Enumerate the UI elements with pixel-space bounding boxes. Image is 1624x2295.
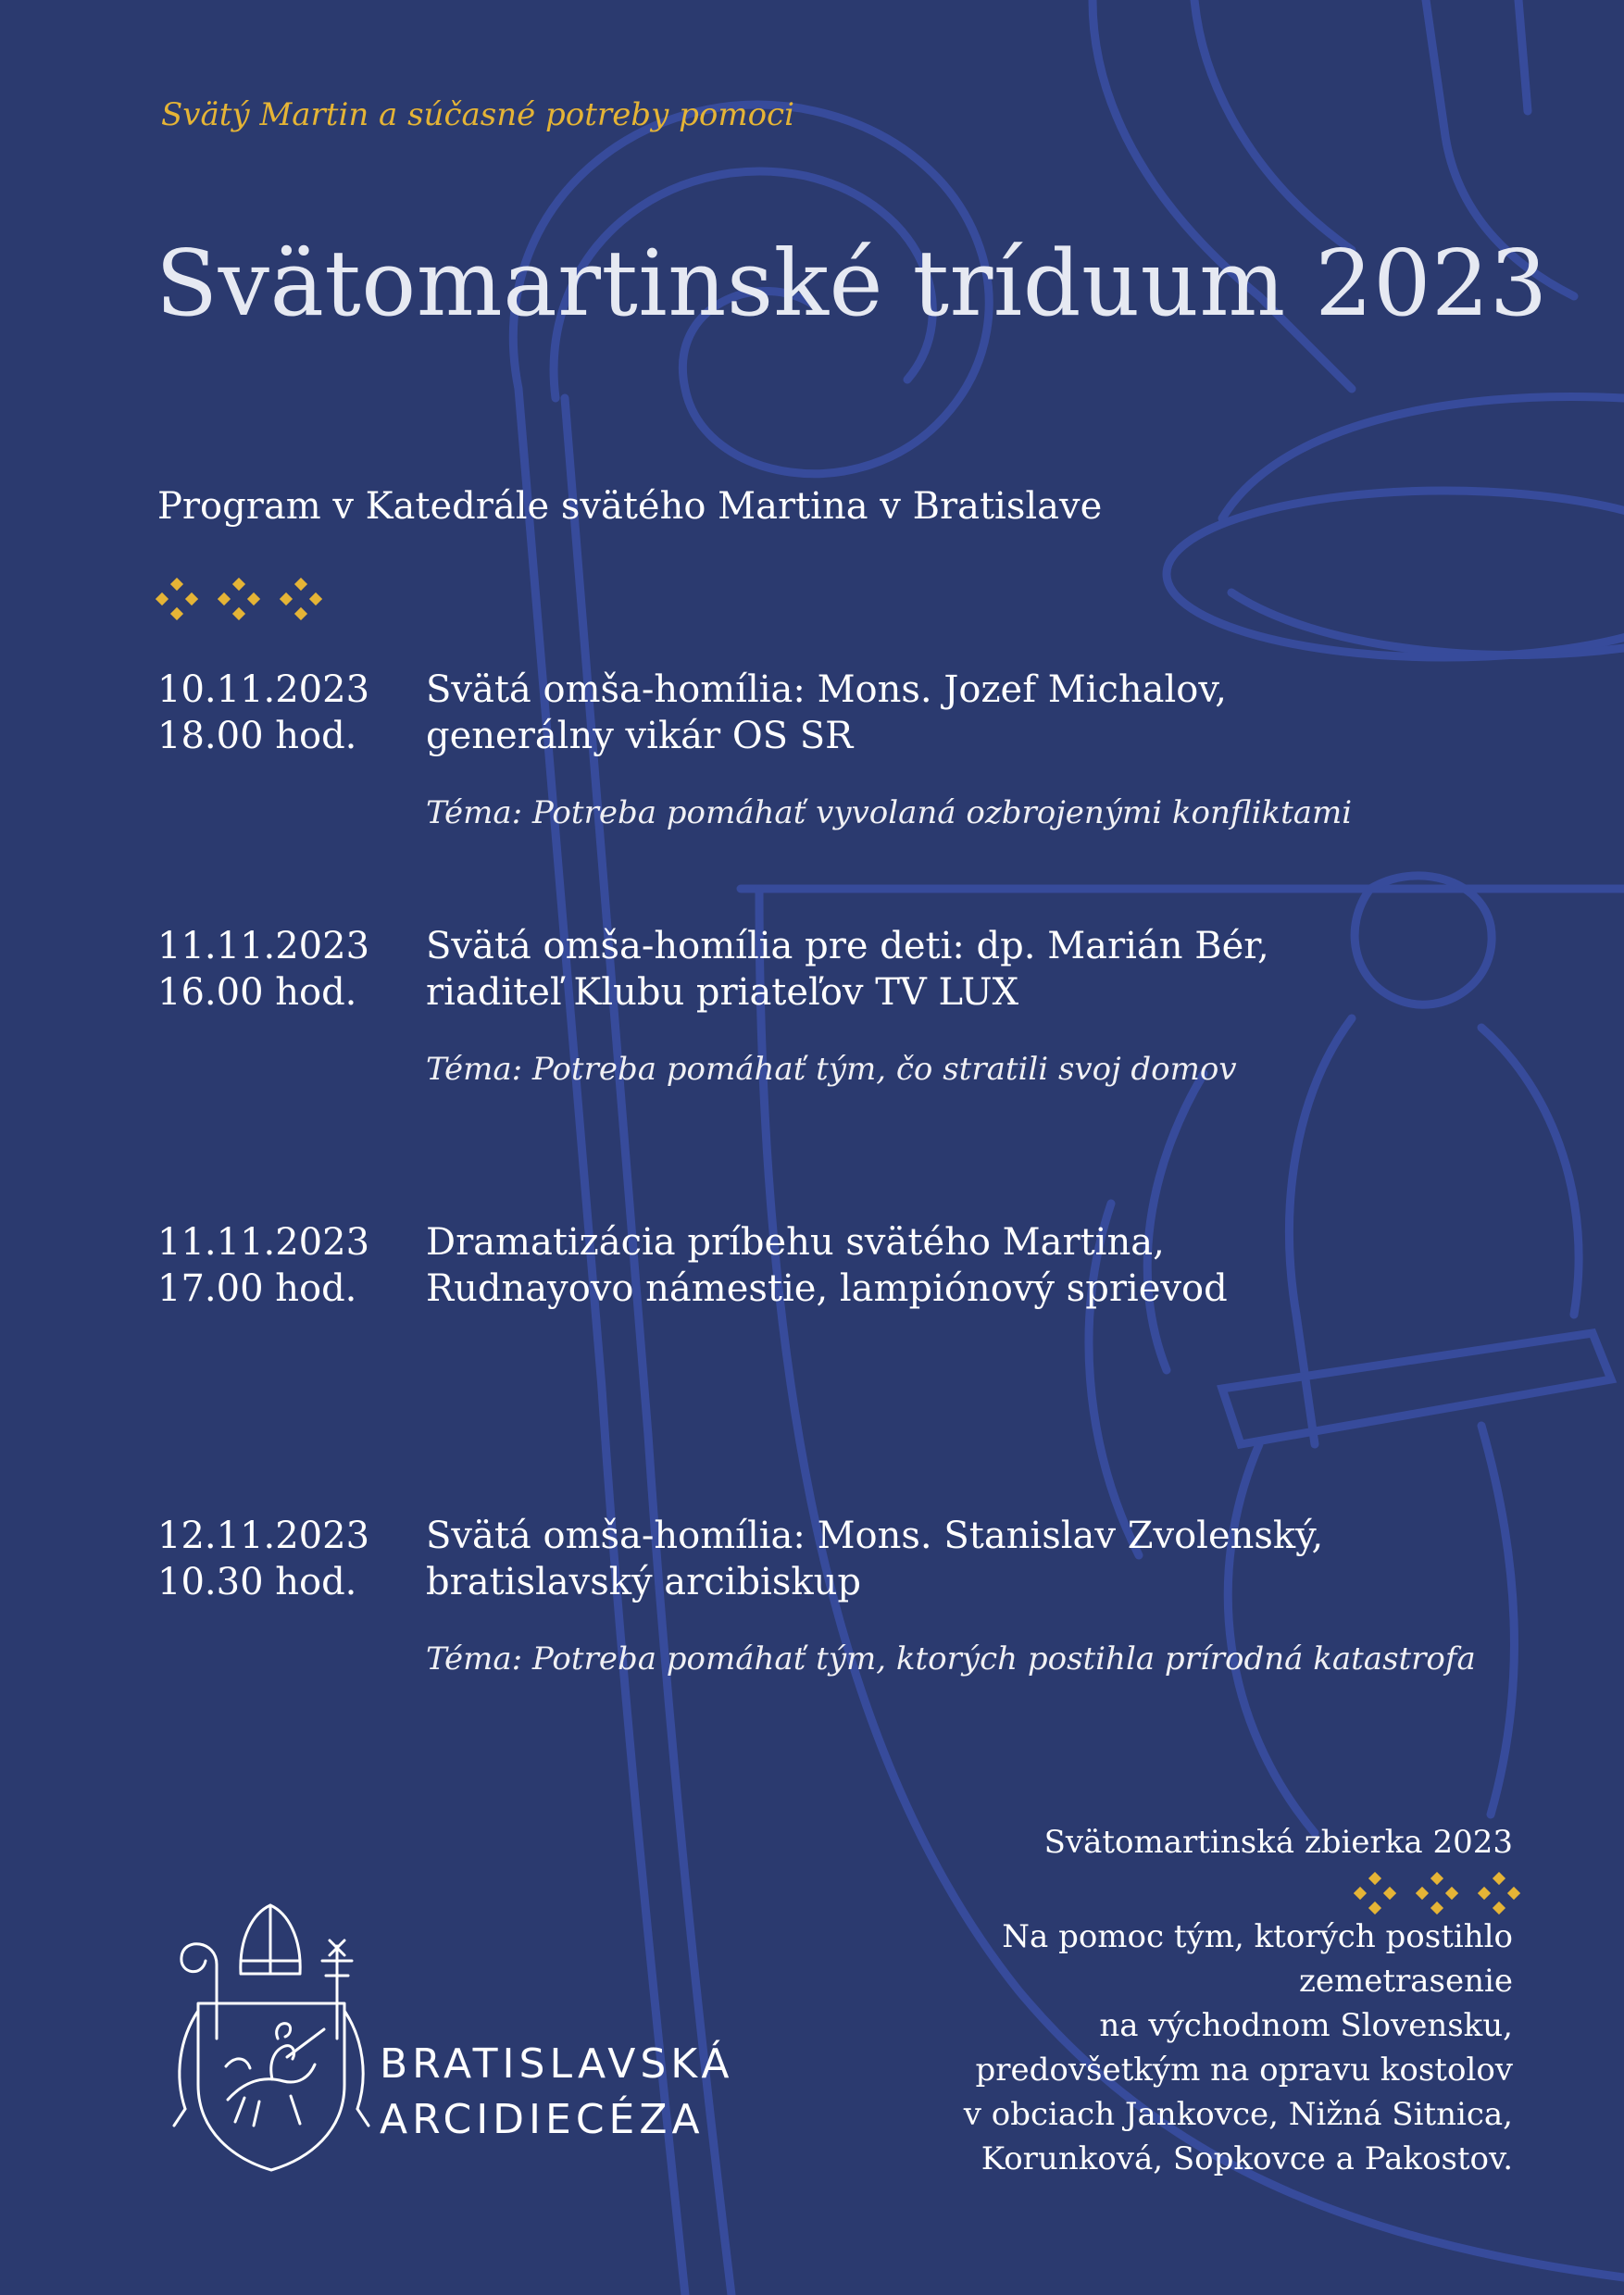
page-title: Svätomartinské tríduum 2023 xyxy=(156,231,1548,337)
event-description xyxy=(426,667,1500,759)
collection-line: zemetrasenie xyxy=(1298,1963,1513,2000)
wordmark-line: BRATISLAVSKÁ xyxy=(380,2040,734,2088)
event-description xyxy=(426,923,1500,1016)
wordmark-line: ARCIDIECÉZA xyxy=(380,2096,705,2143)
event-desc-line: Svätá omša-homília: Mons. Jozef Michalov, xyxy=(426,668,1227,711)
event-description xyxy=(426,1219,1500,1312)
event-date-time xyxy=(157,1513,369,1605)
quatrefoil-diamond-icon xyxy=(1478,1872,1520,1915)
collection-description xyxy=(964,1915,1513,2181)
quatrefoil-diamond-icon xyxy=(218,578,260,620)
event-time: 17.00 hod. xyxy=(157,1267,357,1310)
collection-line: na východnom Slovensku, xyxy=(1099,2007,1513,2044)
collection-line: v obciach Jankovce, Nižná Sitnica, xyxy=(963,2096,1513,2133)
event-desc-line: riaditeľ Klubu priateľov TV LUX xyxy=(426,971,1019,1014)
event-description xyxy=(426,1513,1500,1605)
event-date-time xyxy=(157,1219,369,1312)
page-subtitle: Program v Katedrále svätého Martina v Bratislave xyxy=(157,485,1103,528)
event-desc-line: bratislavský arcibiskup xyxy=(426,1561,861,1603)
event-theme: Téma: Potreba pomáhať vyvolaná ozbrojenými konfliktami xyxy=(426,794,1353,831)
event-date-time xyxy=(157,923,369,1016)
event-desc-line: Rudnayovo námestie, lampiónový sprievod xyxy=(426,1267,1228,1310)
event-time: 18.00 hod. xyxy=(157,715,357,757)
event-desc-line: Svätá omša-homília pre deti: dp. Marián Bér, xyxy=(426,925,1269,967)
event-time: 16.00 hod. xyxy=(157,971,357,1014)
event-desc-line: Svätá omša-homília: Mons. Stanislav Zvolenský, xyxy=(426,1515,1324,1557)
collection-line: Na pomoc tým, ktorých postihlo xyxy=(1002,1918,1513,1955)
quatrefoil-diamond-icon xyxy=(1354,1872,1396,1915)
event-date: 11.11.2023 xyxy=(157,1221,370,1264)
collection-line: predovšetkým na opravu kostolov xyxy=(975,2052,1513,2089)
ornament-row-top xyxy=(156,578,337,624)
collection-line: Korunková, Sopkovce a Pakostov. xyxy=(981,2140,1513,2177)
event-theme: Téma: Potreba pomáhať tým, ktorých postihla prírodná katastrofa xyxy=(426,1640,1476,1678)
event-date: 11.11.2023 xyxy=(157,925,370,967)
archdiocese-coat-of-arms-icon xyxy=(161,1900,383,2177)
ornament-row-bottom xyxy=(1354,1872,1535,1918)
archdiocese-wordmark xyxy=(380,2037,733,2148)
event-date: 10.11.2023 xyxy=(157,668,370,711)
quatrefoil-diamond-icon xyxy=(280,578,322,620)
quatrefoil-diamond-icon xyxy=(1416,1872,1458,1915)
kicker-text: Svätý Martin a súčasné potreby pomoci xyxy=(161,96,794,133)
quatrefoil-diamond-icon xyxy=(156,578,198,620)
event-desc-line: Dramatizácia príbehu svätého Martina, xyxy=(426,1221,1165,1264)
event-desc-line: generálny vikár OS SR xyxy=(426,715,854,757)
event-date: 12.11.2023 xyxy=(157,1515,370,1557)
event-theme: Téma: Potreba pomáhať tým, čo stratili svoj domov xyxy=(426,1051,1237,1088)
event-time: 10.30 hod. xyxy=(157,1561,357,1603)
collection-title: Svätomartinská zbierka 2023 xyxy=(1043,1824,1513,1861)
event-date-time xyxy=(157,667,369,759)
